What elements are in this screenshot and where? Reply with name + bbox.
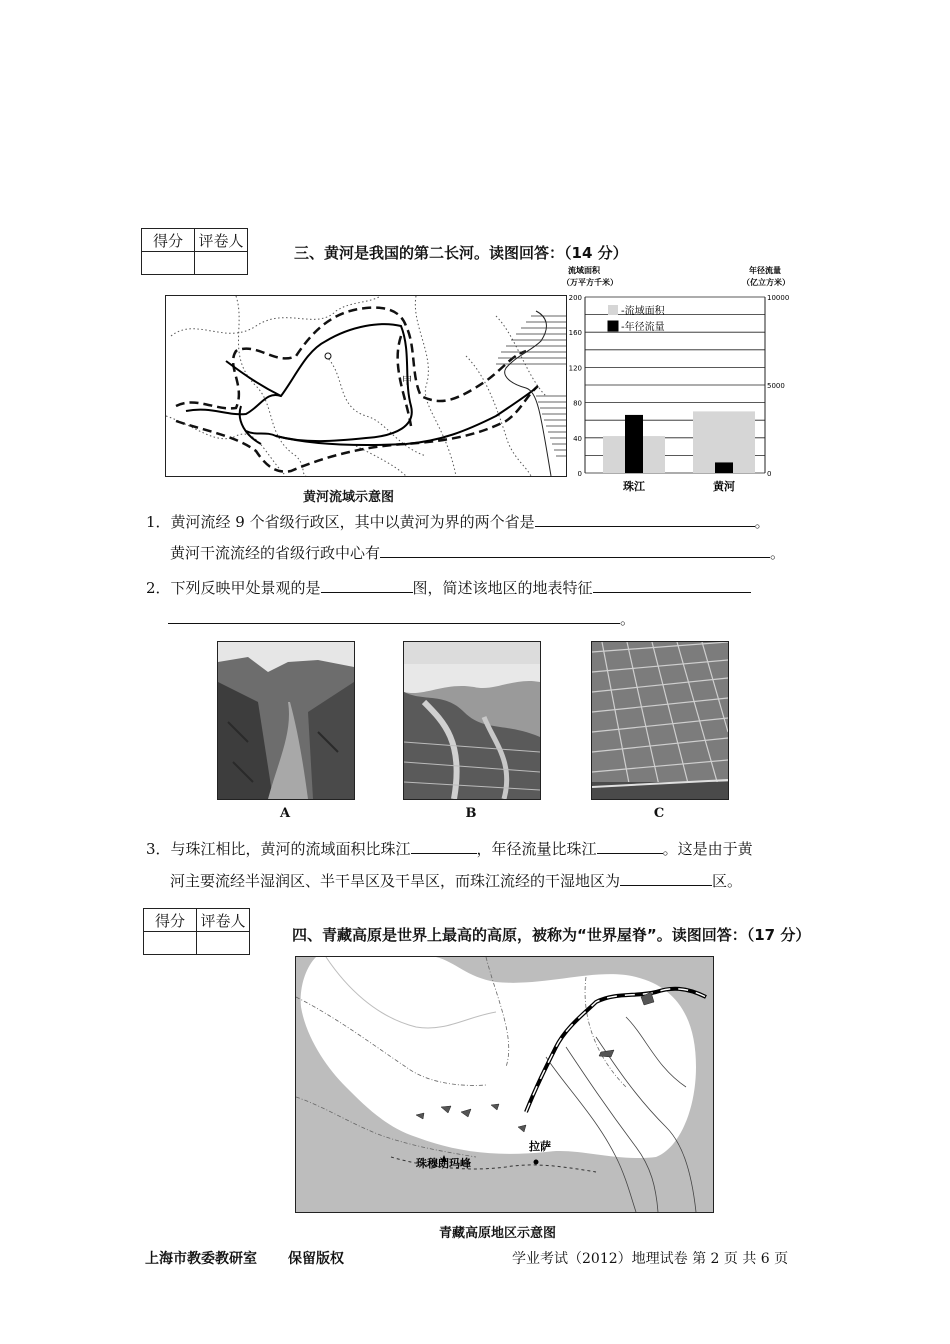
- left-tick-label: 80: [573, 399, 582, 408]
- photo-a-label: A: [279, 806, 291, 821]
- category-label-1: 黄河: [713, 480, 735, 493]
- left-tick-label: 160: [568, 329, 582, 338]
- right-tick-label: 0: [767, 470, 772, 478]
- q1-line1-prefix: 1．黄河流经 9 个省级行政区，其中以黄河为界的两个省是: [146, 513, 535, 531]
- question-3-line-1: [146, 838, 753, 859]
- tibet-map-caption: 青藏高原地区示意图: [439, 1226, 557, 1241]
- photo-a-canyon: [217, 641, 355, 800]
- footer-org: 上海市教委教研室: [145, 1251, 257, 1267]
- left-axis-unit: （万平方千米）: [562, 278, 618, 287]
- yellow-river-map: [165, 295, 567, 477]
- question-2-line-2: [168, 608, 635, 629]
- bar-flow-0: [625, 415, 643, 473]
- left-axis-title: 流域面积: [568, 266, 600, 275]
- category-label-0: 珠江: [623, 480, 645, 493]
- tibet-plateau-map-drawing: [296, 957, 713, 1212]
- yellow-river-map-caption: 黄河流域示意图: [303, 490, 395, 505]
- photo-c-farmland: [591, 641, 729, 800]
- footer-page-info: 学业考试（2012）地理试卷 第 2 页 共 6 页: [512, 1251, 789, 1267]
- q3-blank-flow[interactable]: [597, 838, 663, 854]
- legend-label-0: -流域面积: [621, 306, 665, 317]
- question-1-line-2: [170, 542, 785, 563]
- section3-title: 三、黄河是我国的第二长河。读图回答：（14 分）: [294, 244, 628, 262]
- q2-prefix: 2．下列反映甲处景观的是: [146, 579, 321, 597]
- left-tick-label: 0: [577, 470, 582, 478]
- q1-line2-suffix: 。: [770, 544, 786, 562]
- q1-blank-capitals[interactable]: [380, 542, 770, 558]
- q2-mid: 图，简述该地区的地表特征: [412, 579, 593, 597]
- q1-line2-prefix: 黄河干流流经的省级行政中心有: [170, 544, 381, 562]
- q3-line1-c: 。这是由于黄: [662, 840, 753, 858]
- legend-label-1: -年径流量: [621, 322, 665, 333]
- score-header: 得分: [144, 909, 197, 932]
- photo-c-label: C: [653, 806, 665, 821]
- q3-blank-region[interactable]: [620, 870, 712, 886]
- photo-b-label: B: [465, 806, 477, 821]
- q3-blank-area[interactable]: [411, 838, 477, 854]
- q3-line1-b: ，年径流量比珠江: [476, 840, 597, 858]
- left-tick-label: 200: [568, 294, 582, 302]
- score-cell[interactable]: [142, 252, 195, 275]
- left-tick-label: 40: [573, 434, 582, 443]
- score-table-section3: [141, 228, 248, 275]
- map-label-jia: 甲: [402, 376, 412, 387]
- q1-line1-suffix: 。: [754, 513, 770, 531]
- river-comparison-chart: [560, 265, 800, 495]
- grader-header: 评卷人: [197, 909, 250, 932]
- footer-rights: 保留版权: [288, 1251, 344, 1267]
- label-everest: 珠穆朗玛峰: [416, 1157, 471, 1170]
- grader-cell[interactable]: [195, 252, 248, 275]
- q3-line2-a: 河主要流经半湿润区、半干旱区及干旱区，而珠江流经的干湿地区为: [170, 872, 621, 890]
- q2-blank-figure[interactable]: [321, 577, 413, 593]
- score-table-section4: [143, 908, 250, 955]
- legend-swatch-1: [608, 321, 618, 331]
- grader-header: 评卷人: [195, 229, 248, 252]
- q2-blank-features-1[interactable]: [593, 577, 751, 593]
- q2-blank-features-2[interactable]: [168, 608, 620, 624]
- score-header: 得分: [142, 229, 195, 252]
- q3-line1-a: 3．与珠江相比，黄河的流域面积比珠江: [146, 840, 411, 858]
- label-lhasa: 拉萨: [529, 1140, 551, 1153]
- left-tick-label: 120: [568, 364, 582, 373]
- q3-line2-b: 区。: [712, 872, 743, 890]
- right-axis-unit: （亿立方米）: [742, 278, 790, 287]
- q1-blank-provinces[interactable]: [535, 511, 755, 527]
- grader-cell[interactable]: [197, 932, 250, 955]
- yellow-river-map-drawing: [166, 296, 566, 476]
- photo-b-loess-plateau: [403, 641, 541, 800]
- bar-flow-1: [715, 462, 733, 473]
- right-tick-label: 10000: [767, 294, 790, 302]
- question-2-line-1: [146, 577, 751, 598]
- q2-end: 。: [620, 610, 636, 628]
- legend-swatch-0: [608, 305, 618, 315]
- section4-title: 四、青藏高原是世界上最高的高原，被称为“世界屋脊”。读图回答：（17 分）: [292, 926, 811, 944]
- question-1-line-1: [146, 511, 770, 532]
- right-tick-label: 5000: [767, 382, 785, 390]
- question-3-line-2: [170, 870, 742, 891]
- score-cell[interactable]: [144, 932, 197, 955]
- tibet-plateau-map: [295, 956, 714, 1213]
- right-axis-title: 年径流量: [749, 266, 781, 275]
